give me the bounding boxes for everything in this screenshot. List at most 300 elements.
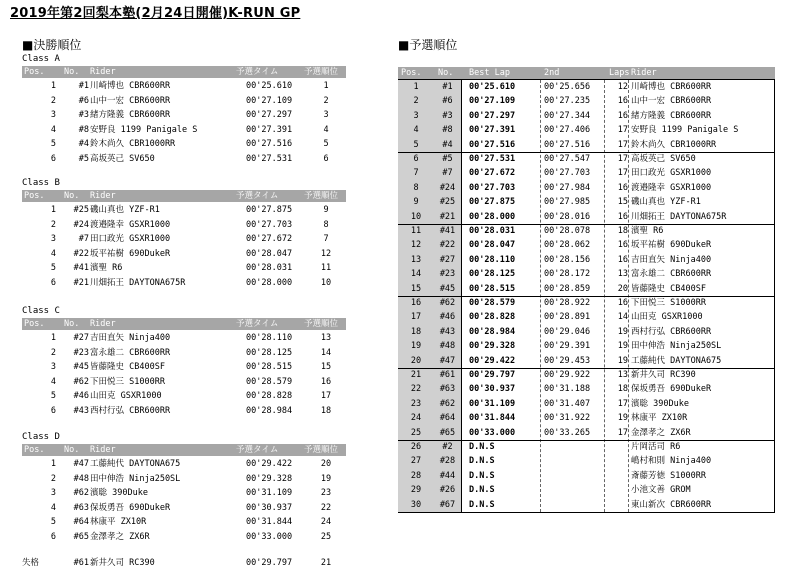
cell-best: D.N.S xyxy=(469,470,495,481)
cell-rider: 渡邉隆幸 GSXR1000 xyxy=(631,182,712,193)
cell-rider: 山中一宏 CBR600RR xyxy=(90,95,171,106)
table-row xyxy=(22,375,346,389)
cell-rider: 皆藤隆史 CB400SF xyxy=(90,362,165,372)
cell-second: 00'28.859 xyxy=(544,283,591,294)
cell-rider: 高坂英己 SV650 xyxy=(90,153,155,164)
cell-pos: 17 xyxy=(398,310,434,324)
class-label: Class B xyxy=(22,178,60,188)
cell-pos: 4 xyxy=(50,124,56,135)
cell-rider: 片岡活司 R6 xyxy=(631,442,681,452)
cell-rider: 川崎博也 CBR600RR xyxy=(90,81,171,91)
cell-best: 00'27.531 xyxy=(469,154,516,164)
cell-rider: 田中伸浩 Ninja250SL xyxy=(90,473,181,484)
cell-no: #45 xyxy=(434,282,461,296)
cell-best: 00'28.031 xyxy=(469,226,516,236)
cell-best: 00'28.515 xyxy=(469,283,516,294)
cell-second: 00'27.516 xyxy=(544,139,591,150)
table-row xyxy=(398,310,775,324)
col-rider: Rider xyxy=(90,319,116,329)
cell-rank: 21 xyxy=(320,558,332,568)
col-no: No. xyxy=(64,319,80,329)
cell-rider: 西村行弘 CBR600RR xyxy=(631,326,712,337)
table-row xyxy=(22,94,346,108)
col-pos: Pos. xyxy=(24,445,45,455)
cell-rider: 工藤純代 DAYTONA675 xyxy=(631,355,722,366)
cell-rider: 山田克 GSXR1000 xyxy=(631,312,703,323)
disqualified-row xyxy=(22,556,346,570)
final-table-header xyxy=(22,190,346,202)
cell-rider: 田口政光 GSXR1000 xyxy=(631,168,712,179)
table-row xyxy=(398,296,775,310)
cell-rank: 9 xyxy=(323,205,329,215)
cell-best: 00'27.297 xyxy=(469,110,516,121)
cell-laps: 19 xyxy=(617,326,628,337)
cell-rider: 川崎博也 CBR600RR xyxy=(631,82,712,92)
cell-second: 00'28.078 xyxy=(544,226,591,236)
cell-best: 00'28.125 xyxy=(469,269,516,280)
cell-pos: 30 xyxy=(398,498,434,512)
table-row xyxy=(22,472,346,486)
cell-time: 00'28.000 xyxy=(246,277,293,288)
cell-second: 00'27.406 xyxy=(544,125,591,136)
cell-pos: 2 xyxy=(50,347,56,358)
cell-laps: 20 xyxy=(617,283,628,294)
cell-rider: 磯山真也 YZF-R1 xyxy=(631,197,701,208)
cell-second: 00'31.407 xyxy=(544,398,591,409)
cell-laps: 19 xyxy=(617,413,628,424)
cell-no: #25 xyxy=(434,195,461,209)
cell-no: #28 xyxy=(434,454,461,468)
cell-rank: 20 xyxy=(320,459,332,469)
cell-pos: 6 xyxy=(398,152,434,166)
cell-rank: 4 xyxy=(323,124,329,135)
cell-rank: 3 xyxy=(323,110,329,120)
cell-rank: 13 xyxy=(320,333,332,343)
cell-second: 00'29.922 xyxy=(544,370,591,380)
cell-rider: 安野良 1199 Panigale S xyxy=(631,125,739,136)
cell-best: 00'33.000 xyxy=(469,427,516,438)
cell-pos: 10 xyxy=(398,210,434,224)
cell-rider: 小池文善 GROM xyxy=(631,485,691,496)
cell-second: 00'28.062 xyxy=(544,240,591,251)
cell-no: #62 xyxy=(434,397,461,411)
cell-no: #5 xyxy=(78,153,89,164)
cell-second: 00'29.046 xyxy=(544,326,591,337)
col-rider: Rider xyxy=(90,67,116,77)
cell-pos: 11 xyxy=(398,224,434,238)
cell-time: 00'29.422 xyxy=(246,459,293,469)
cell-rider: 金澤孝之 ZX6R xyxy=(631,427,691,438)
cell-no: #41 xyxy=(73,263,89,273)
cell-laps: 19 xyxy=(617,355,628,366)
cell-no: #6 xyxy=(78,95,89,106)
table-row xyxy=(22,346,346,360)
cell-second: 00'28.016 xyxy=(544,211,591,222)
cell-second: 00'29.391 xyxy=(544,341,591,352)
cell-rank: 2 xyxy=(323,95,329,106)
cell-time: 00'25.610 xyxy=(246,81,293,91)
cell-pos: 15 xyxy=(398,282,434,296)
cell-no: #62 xyxy=(73,488,89,498)
cell-rider: 西村行弘 CBR600RR xyxy=(90,405,171,416)
cell-pos: 12 xyxy=(398,238,434,252)
cell-rider: 富永雄二 CBR600RR xyxy=(631,269,712,280)
group-separator xyxy=(398,368,775,369)
cell-laps: 17 xyxy=(617,168,628,179)
cell-best: 00'28.047 xyxy=(469,240,516,251)
cell-best: D.N.S xyxy=(469,442,495,452)
cell-pos: 22 xyxy=(398,382,434,396)
table-row xyxy=(398,339,775,353)
cell-pos: 26 xyxy=(398,440,434,454)
cell-rider: 川畑拓王 DAYTONA675R xyxy=(90,277,186,288)
page-title: 2019年第2回梨本塾(2月24日開催)K-RUN GP xyxy=(10,6,301,21)
cell-laps: 17 xyxy=(617,427,628,438)
col-rider: Rider xyxy=(90,191,116,201)
table-row xyxy=(398,382,775,396)
cell-rank: 25 xyxy=(320,531,332,542)
cell-rank: 19 xyxy=(320,473,332,484)
col-rank: 予選順位 xyxy=(304,319,339,329)
cell-rank: 14 xyxy=(320,347,332,358)
cell-pos: 16 xyxy=(398,296,434,310)
cell-no: #62 xyxy=(73,376,89,387)
cell-best: D.N.S xyxy=(469,485,495,496)
cell-best: 00'30.937 xyxy=(469,384,516,395)
cell-no: #64 xyxy=(434,411,461,425)
col-time: 予選タイム xyxy=(236,191,279,201)
table-row xyxy=(22,79,346,93)
cell-no: #45 xyxy=(73,362,89,372)
cell-laps: 19 xyxy=(617,341,628,352)
col-pos: Pos. xyxy=(401,68,422,78)
table-row xyxy=(22,232,346,246)
cell-no: #25 xyxy=(73,205,89,215)
cell-no: #48 xyxy=(73,473,89,484)
cell-best: 00'27.516 xyxy=(469,139,516,150)
cell-pos: 2 xyxy=(398,94,434,108)
table-row xyxy=(22,530,346,544)
cell-time: 00'27.703 xyxy=(246,219,293,230)
table-row xyxy=(22,152,346,166)
table-row xyxy=(398,498,775,512)
cell-best: 00'29.328 xyxy=(469,341,516,352)
cell-best: 00'25.610 xyxy=(469,82,516,92)
cell-time: 00'30.937 xyxy=(246,502,293,513)
cell-second: 00'27.547 xyxy=(544,154,591,164)
cell-laps: 17 xyxy=(617,139,628,150)
cell-pos: 8 xyxy=(398,181,434,195)
cell-time: 00'28.579 xyxy=(246,376,293,387)
table-row xyxy=(398,94,775,108)
table-row xyxy=(398,354,775,368)
cell-pos: 14 xyxy=(398,267,434,281)
table-row xyxy=(22,123,346,137)
table-row xyxy=(398,123,775,137)
cell-rider: 緒方隆義 CBR600RR xyxy=(90,110,171,120)
cell-rider: 林康平 ZX10R xyxy=(90,517,147,527)
cell-pos: 23 xyxy=(398,397,434,411)
cell-no: #47 xyxy=(434,354,461,368)
table-row xyxy=(398,454,775,468)
cell-time: 00'28.047 xyxy=(246,248,293,259)
cell-rider: 皆藤隆史 CB400SF xyxy=(631,283,706,294)
cell-no: #21 xyxy=(434,210,461,224)
col-rank: 予選順位 xyxy=(304,191,339,201)
cell-rider: 東山新次 CBR600RR xyxy=(631,499,712,510)
cell-laps: 12 xyxy=(617,82,628,92)
cell-time: 00'28.110 xyxy=(246,333,293,343)
cell-no: #7 xyxy=(434,166,461,180)
cell-no: #5 xyxy=(434,152,461,166)
cell-best: 00'27.875 xyxy=(469,197,516,208)
group-separator xyxy=(398,296,775,297)
cell-no: #43 xyxy=(73,405,89,416)
cell-no: #65 xyxy=(434,426,461,440)
cell-time: 00'28.984 xyxy=(246,405,293,416)
cell-rider: 鈴木尚久 CBR1000RR xyxy=(90,139,176,149)
cell-rank: 7 xyxy=(323,234,329,244)
table-row xyxy=(398,411,775,425)
cell-no: #44 xyxy=(434,469,461,483)
cell-rider: 吉田直矢 Ninja400 xyxy=(90,333,171,343)
cell-laps: 13 xyxy=(617,269,628,280)
cell-no: #4 xyxy=(434,138,461,152)
cell-second: 00'27.235 xyxy=(544,96,591,107)
cell-rider: 濱聡 390Duke xyxy=(90,488,148,498)
cell-rider: 田口政光 GSXR1000 xyxy=(90,234,171,244)
col-laps: Laps xyxy=(609,68,630,78)
cell-pos: 1 xyxy=(50,333,56,343)
cell-rider: 林康平 ZX10R xyxy=(631,413,688,424)
cell-rider: 下田悦三 S1000RR xyxy=(90,376,165,387)
table-row xyxy=(22,457,346,471)
cell-pos: 7 xyxy=(398,166,434,180)
cell-rider: 安野良 1199 Panigale S xyxy=(90,124,198,135)
table-row xyxy=(22,218,346,232)
cell-second: 00'27.984 xyxy=(544,182,591,193)
cell-rider: 嶋村和則 Ninja400 xyxy=(631,456,712,467)
cell-pos: 4 xyxy=(50,248,56,259)
cell-rank: 12 xyxy=(320,248,332,259)
cell-no: #41 xyxy=(434,224,461,238)
cell-no: #67 xyxy=(434,498,461,512)
cell-pos: 3 xyxy=(50,362,56,372)
cell-second: 00'28.922 xyxy=(544,298,591,308)
cell-best: 00'28.828 xyxy=(469,312,516,323)
cell-rider: 坂平祐樹 690DukeR xyxy=(90,248,171,259)
cell-pos: 2 xyxy=(50,219,56,230)
table-row xyxy=(398,440,775,454)
cell-second: 00'28.156 xyxy=(544,254,591,265)
cell-laps: 18 xyxy=(617,384,628,395)
cell-rider: 川畑拓王 DAYTONA675R xyxy=(631,211,727,222)
cell-laps: 16 xyxy=(617,110,628,121)
cell-no: #65 xyxy=(73,531,89,542)
cell-no: #63 xyxy=(73,502,89,513)
cell-no: #24 xyxy=(434,181,461,195)
cell-best: 00'27.391 xyxy=(469,125,516,136)
cell-no: #64 xyxy=(73,517,89,527)
cell-rider: 工藤純代 DAYTONA675 xyxy=(90,459,181,469)
cell-pos: 27 xyxy=(398,454,434,468)
cell-pos: 6 xyxy=(50,531,56,542)
table-row xyxy=(22,404,346,418)
table-row xyxy=(22,360,346,374)
cell-best: 00'29.797 xyxy=(469,370,516,380)
cell-no: #22 xyxy=(434,238,461,252)
cell-time: 00'27.391 xyxy=(246,124,293,135)
cell-rider: 新井久司 RC390 xyxy=(90,558,155,568)
cell-rider: 坂平祐樹 690DukeR xyxy=(631,240,712,251)
cell-pos: 25 xyxy=(398,426,434,440)
qualifying-table-header xyxy=(398,67,775,79)
cell-pos: 5 xyxy=(50,263,56,273)
cell-best: 00'28.984 xyxy=(469,326,516,337)
cell-pos: 19 xyxy=(398,339,434,353)
cell-best: 00'28.579 xyxy=(469,298,516,308)
cell-time: 00'27.297 xyxy=(246,110,293,120)
col-rank: 予選順位 xyxy=(304,445,339,455)
cell-rider: 保坂勇吾 690DukeR xyxy=(631,384,712,395)
col-2nd: 2nd xyxy=(544,68,560,78)
cell-no: #62 xyxy=(434,296,461,310)
cell-best: D.N.S xyxy=(469,499,495,510)
cell-time: 00'28.515 xyxy=(246,362,293,372)
cell-laps: 18 xyxy=(617,226,628,236)
final-table-header xyxy=(22,318,346,330)
table-row xyxy=(398,138,775,152)
cell-rank: 18 xyxy=(320,405,332,416)
cell-no: #48 xyxy=(434,339,461,353)
group-separator xyxy=(398,152,775,153)
cell-laps: 13 xyxy=(617,370,628,380)
cell-no: #6 xyxy=(434,94,461,108)
cell-pos: 1 xyxy=(50,81,56,91)
cell-second: 00'33.265 xyxy=(544,427,591,438)
cell-pos: 3 xyxy=(50,488,56,498)
cell-best: 00'31.844 xyxy=(469,413,516,424)
col-pos: Pos. xyxy=(24,319,45,329)
cell-time: 00'27.109 xyxy=(246,95,293,106)
cell-second: 00'28.891 xyxy=(544,312,591,323)
cell-pos: 28 xyxy=(398,469,434,483)
cell-pos: 5 xyxy=(50,517,56,527)
cell-rider: 田中伸浩 Ninja250SL xyxy=(631,341,722,352)
cell-no: #63 xyxy=(434,382,461,396)
cell-laps: 17 xyxy=(617,398,628,409)
final-results-heading: ■決勝順位 xyxy=(22,38,82,52)
cell-laps: 16 xyxy=(617,96,628,107)
cell-best: 00'28.110 xyxy=(469,254,516,265)
cell-rank: 5 xyxy=(323,139,329,149)
cell-rider: 新井久司 RC390 xyxy=(631,370,696,380)
cell-best: 00'27.703 xyxy=(469,182,516,193)
col-rider: Rider xyxy=(90,445,116,455)
cell-pos: 1 xyxy=(50,459,56,469)
cell-no: #2 xyxy=(434,440,461,454)
cell-laps: 16 xyxy=(617,211,628,222)
cell-pos: 6 xyxy=(50,153,56,164)
table-row xyxy=(398,397,775,411)
cell-no: #23 xyxy=(73,347,89,358)
cell-time: 00'27.531 xyxy=(246,153,293,164)
table-row xyxy=(22,501,346,515)
cell-rider: 下田悦三 S1000RR xyxy=(631,298,706,308)
cell-rider: 濱聡 390Duke xyxy=(631,398,689,409)
col-time: 予選タイム xyxy=(236,445,279,455)
cell-pos: 29 xyxy=(398,483,434,497)
table-row xyxy=(22,261,346,275)
table-row xyxy=(398,195,775,209)
cell-laps: 15 xyxy=(617,197,628,208)
cell-pos: 3 xyxy=(50,234,56,244)
cell-pos: 2 xyxy=(50,473,56,484)
cell-no: #43 xyxy=(434,325,461,339)
table-row xyxy=(22,331,346,345)
cell-rank: 23 xyxy=(320,488,332,498)
cell-time: 00'28.125 xyxy=(246,347,293,358)
cell-rider: 濱聖 R6 xyxy=(631,226,664,236)
cell-pos: 3 xyxy=(50,110,56,120)
cell-laps: 17 xyxy=(617,154,628,164)
cell-second: 00'27.344 xyxy=(544,110,591,121)
col-pos: Pos. xyxy=(24,67,45,77)
cell-time: 00'29.328 xyxy=(246,473,293,484)
table-row xyxy=(398,166,775,180)
group-separator xyxy=(398,224,775,225)
cell-no: #46 xyxy=(73,391,89,401)
cell-no: #27 xyxy=(434,253,461,267)
cell-best: 00'29.422 xyxy=(469,355,516,366)
cell-rider: 斎藤芳徳 S1000RR xyxy=(631,470,706,481)
cell-laps: 14 xyxy=(617,312,628,323)
cell-no: #22 xyxy=(73,248,89,259)
final-table-header xyxy=(22,66,346,78)
cell-best: 00'28.000 xyxy=(469,211,516,222)
cell-best: 00'27.109 xyxy=(469,96,516,107)
cell-best: 00'31.109 xyxy=(469,398,516,409)
class-label: Class C xyxy=(22,306,60,316)
table-row xyxy=(398,469,775,483)
cell-pos: 9 xyxy=(398,195,434,209)
cell-rank: 11 xyxy=(320,263,332,273)
cell-pos: 失格 xyxy=(22,558,40,568)
cell-rider: 濱聖 R6 xyxy=(90,263,123,273)
cell-no: #23 xyxy=(434,267,461,281)
cell-second: 00'25.656 xyxy=(544,82,591,92)
cell-time: 00'27.875 xyxy=(246,205,293,215)
cell-time: 00'27.672 xyxy=(246,234,293,244)
table-row xyxy=(398,325,775,339)
col-best: Best Lap xyxy=(469,68,510,78)
cell-no: #7 xyxy=(78,234,89,244)
cell-rider: 鈴木尚久 CBR1000RR xyxy=(631,139,717,150)
table-row xyxy=(22,276,346,290)
table-row xyxy=(398,483,775,497)
cell-pos: 24 xyxy=(398,411,434,425)
cell-rider: 吉田直矢 Ninja400 xyxy=(631,254,712,265)
class-label: Class A xyxy=(22,54,60,64)
cell-no: #1 xyxy=(78,81,89,91)
table-row xyxy=(22,389,346,403)
cell-rider: 高坂英己 SV650 xyxy=(631,154,696,164)
cell-best: 00'27.672 xyxy=(469,168,516,179)
cell-laps: 16 xyxy=(617,254,628,265)
table-row xyxy=(398,109,775,123)
cell-pos: 18 xyxy=(398,325,434,339)
cell-rank: 1 xyxy=(323,81,329,91)
